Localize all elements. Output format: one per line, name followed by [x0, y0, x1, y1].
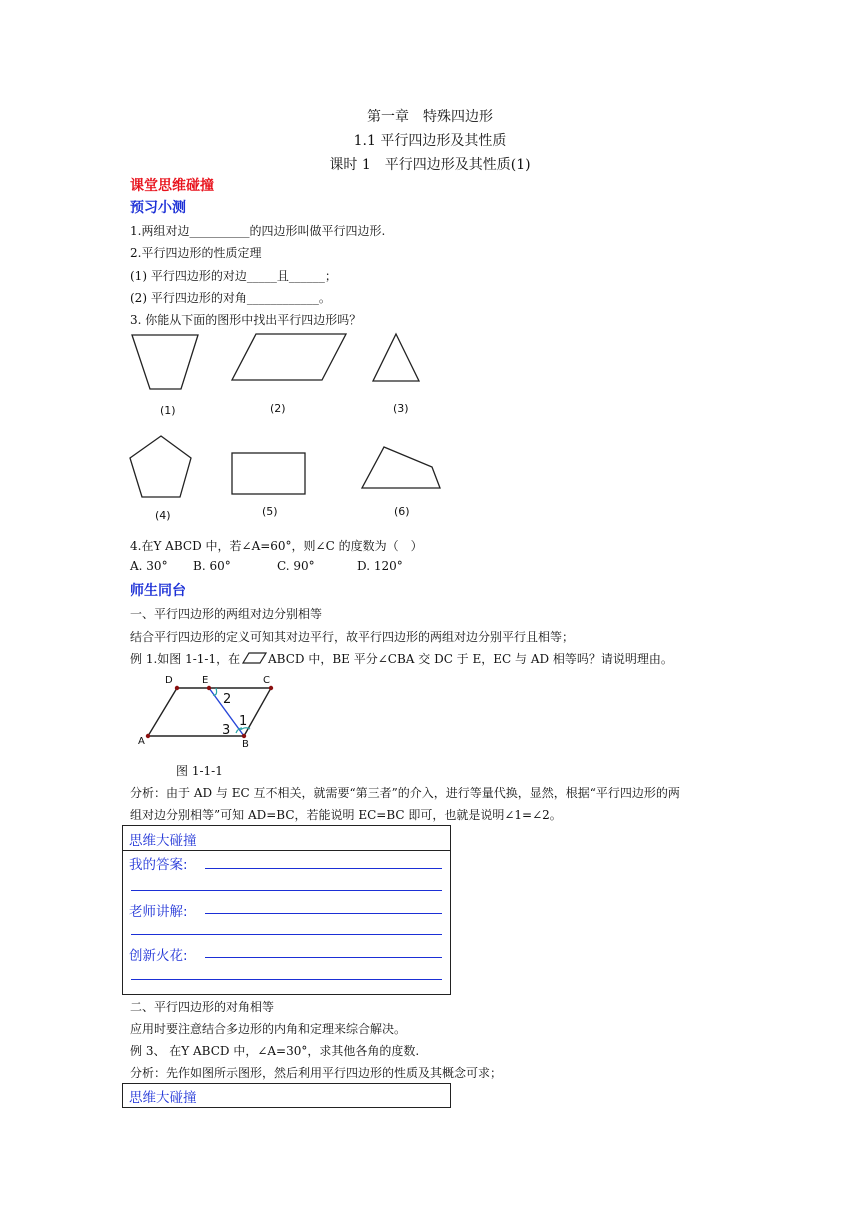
point-label-b: B [242, 739, 249, 750]
figure-label-6: (6) [394, 505, 410, 518]
section-heading-classroom: 课堂思维碰撞 [130, 178, 214, 194]
topic-1-heading: 一、平行四边形的两组对边分别相等 [130, 607, 323, 621]
option-a: A. 30° [130, 559, 168, 573]
section-title: 1.1 平行四边形及其性质 [353, 133, 507, 149]
teacher-explain-line-1[interactable] [205, 913, 442, 914]
figure-label-3: (3) [393, 402, 409, 415]
my-answer-line-1[interactable] [205, 868, 442, 869]
lesson-title: 课时 1 平行四边形及其性质(1) [329, 157, 531, 173]
point-label-e: E [202, 675, 209, 686]
analysis-1-line-2: 组对边分别相等”可知 AD=BC，若能说明 EC=BC 即可，也就是说明∠1=∠2。 [130, 808, 562, 822]
my-answer-line-2[interactable] [131, 890, 442, 891]
thinking-box-2-title: 思维大碰撞 [129, 1090, 197, 1106]
angle-label-3: 3 [222, 723, 231, 738]
subheading-preview-quiz: 预习小测 [130, 200, 186, 216]
figure-label-2: (2) [270, 402, 286, 415]
thinking-box-1-title: 思维大碰撞 [129, 833, 197, 849]
thinking-box-2 [122, 1083, 451, 1108]
topic-2-text: 应用时要注意结合多边形的内角和定理来综合解决。 [130, 1022, 407, 1036]
figure-label-4: (4) [155, 509, 171, 522]
example-3: 例 3、 在Y ABCD 中，∠A=30°，求其他各角的度数. [130, 1044, 420, 1058]
figure-label-1: (1) [160, 404, 176, 417]
point-label-d: D [165, 675, 173, 686]
analysis-1-line-1: 分析：由于 AD 与 EC 互不相关，就需要“第三者”的介入，进行等量代换，显然，根据“平行四边形的两 [130, 786, 680, 800]
question-2-part-1: (1) 平行四边形的对边_____且______； [130, 269, 337, 283]
question-2-part-2: (2) 平行四边形的对角____________。 [130, 291, 331, 305]
chapter-title: 第一章 特殊四边形 [367, 109, 493, 125]
figure-label-5: (5) [262, 505, 278, 518]
option-c: C. 90° [277, 559, 315, 573]
innovation-spark-line-2[interactable] [131, 979, 442, 980]
question-3: 3. 你能从下面的图形中找出平行四边形吗？ [130, 313, 362, 327]
thinking-box-1 [122, 825, 451, 995]
figure-caption: 图 1-1-1 [176, 764, 223, 778]
option-d: D. 120° [357, 559, 403, 573]
question-2: 2.平行四边形的性质定理 [130, 246, 262, 260]
box-divider [123, 850, 450, 851]
angle-label-2: 2 [223, 692, 232, 707]
teacher-explain-line-2[interactable] [131, 934, 442, 935]
my-answer-label: 我的答案: [129, 857, 188, 873]
innovation-spark-line-1[interactable] [205, 957, 442, 958]
point-label-a: A [138, 736, 145, 747]
innovation-spark-label: 创新火花: [129, 948, 188, 964]
topic-1-text: 结合平行四边形的定义可知其对边平行，故平行四边形的两组对边分别平行且相等； [130, 630, 575, 644]
angle-label-1: 1 [239, 714, 248, 729]
topic-2-heading: 二、平行四边形的对角相等 [130, 1000, 275, 1014]
example-1-prefix: 例 1.如图 1-1-1，在 [130, 652, 241, 666]
point-label-c: C [263, 675, 270, 686]
teacher-explain-label: 老师讲解: [129, 904, 188, 920]
option-b: B. 60° [193, 559, 231, 573]
example-1-suffix: ABCD 中，BE 平分∠CBA 交 DC 于 E，EC 与 AD 相等吗？请说明理由。 [268, 652, 673, 666]
analysis-3: 分析：先作如图所示图形，然后利用平行四边形的性质及其概念可求； [130, 1066, 503, 1080]
question-4: 4.在Y ABCD 中，若∠A=60°，则∠C 的度数为（ ） [130, 539, 423, 553]
subheading-teacher-student: 师生同台 [130, 583, 186, 599]
question-1: 1.两组对边__________的四边形叫做平行四边形. [130, 224, 386, 238]
